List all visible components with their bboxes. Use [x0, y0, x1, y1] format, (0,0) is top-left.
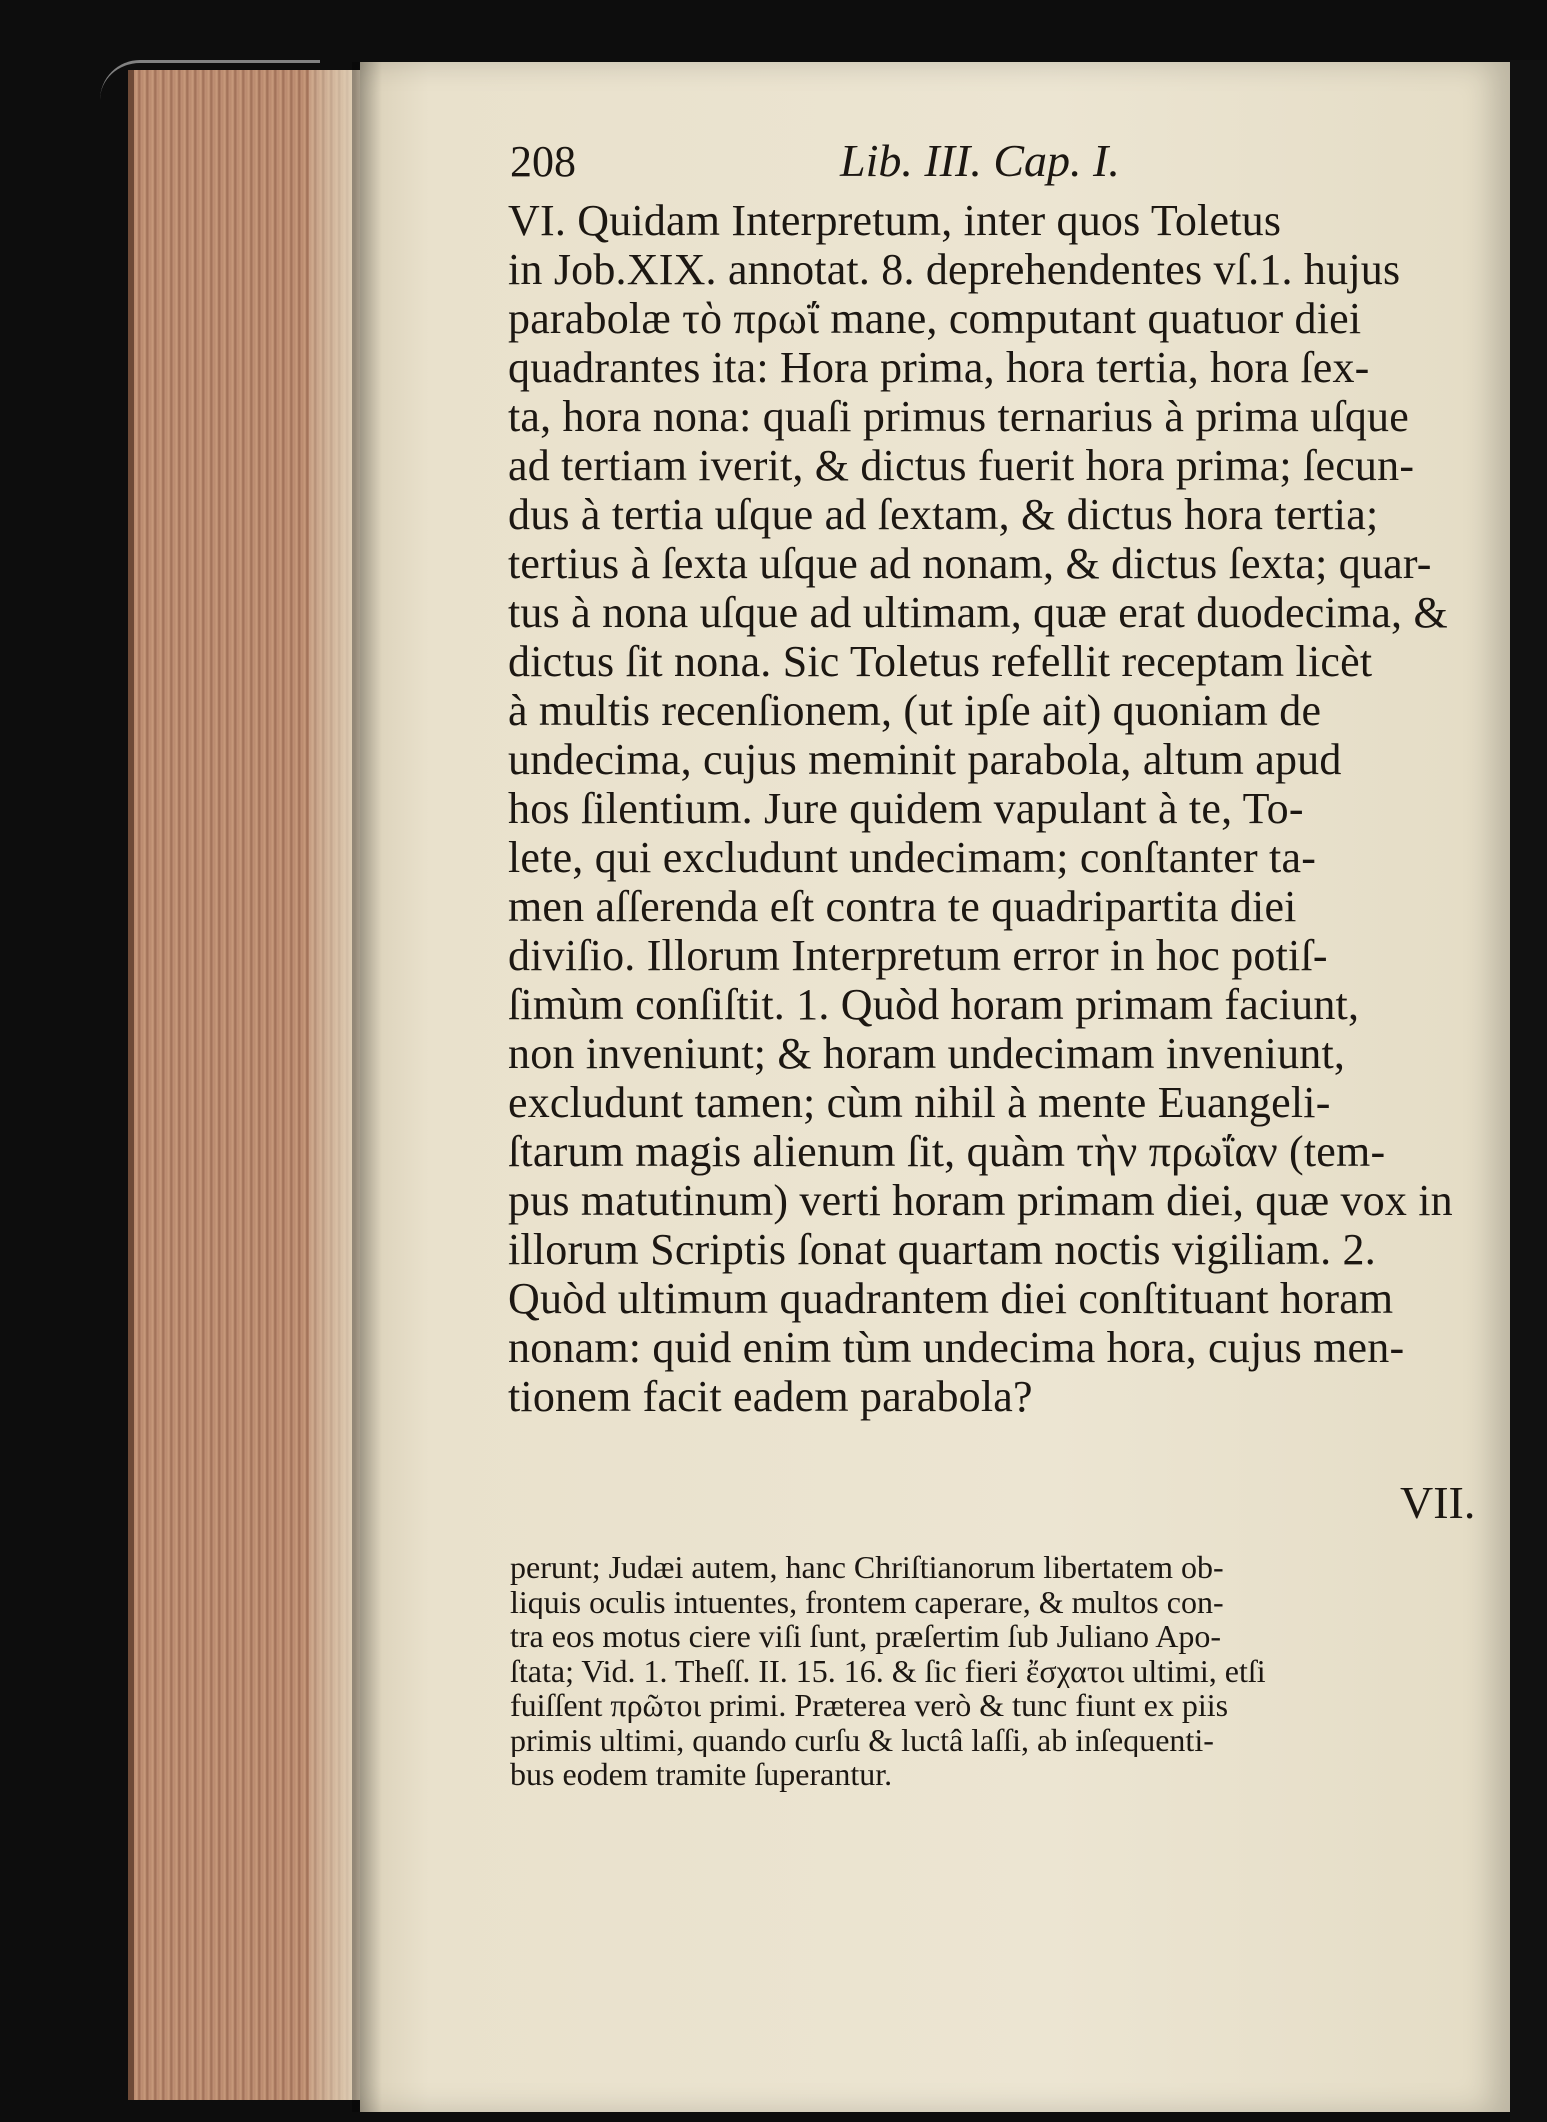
text-line: non inveniunt; & horam undecimam inveniunt, — [508, 1029, 1346, 1078]
catchword: VII. — [1400, 1477, 1476, 1528]
text-line: tus à nona uſque ad ultimam, quæ erat duodecima, & — [508, 588, 1448, 637]
text-line: ta, hora nona: quaſi primus ternarius à prima uſque — [508, 392, 1409, 441]
text-line: nonam: quid enim tùm undecima hora, cujus men- — [508, 1323, 1405, 1372]
text-line: tionem facit eadem parabola? — [508, 1372, 1033, 1421]
text-line: dictus ſit nona. Sic Toletus refellit receptam licèt — [508, 637, 1373, 686]
text-line: VI. Quidam Interpretum, inter quos Toletus — [508, 196, 1282, 245]
text-line: ad tertiam iverit, & dictus fuerit hora prima; ſecun- — [508, 441, 1415, 490]
background-strip — [1510, 60, 1547, 2122]
footnote-text — [510, 1550, 1510, 1792]
text-line: illorum Scriptis ſonat quartam noctis vigiliam. 2. — [508, 1225, 1376, 1274]
text-line: Quòd ultimum quadrantem diei conſtituant horam — [508, 1274, 1394, 1323]
footnote-line: liquis oculis intuentes, frontem caperare, & multos con- — [510, 1584, 1224, 1619]
page-edges — [128, 70, 369, 2100]
text-line: tertius à ſexta uſque ad nonam, & dictus ſexta; quar- — [508, 539, 1432, 588]
footnote-line: ſtata; Vid. 1. Theſſ. II. 15. 16. & ſic fieri ἔσχατοι ultimi, etſi — [510, 1653, 1266, 1688]
text-line: hos ſilentium. Jure quidem vapulant à te, To- — [508, 784, 1304, 833]
text-line: diviſio. Illorum Interpretum error in hoc potiſ- — [508, 931, 1328, 980]
text-line: à multis recenſionem, (ut ipſe ait) quoniam de — [508, 686, 1322, 735]
text-line: in Job.XIX. annotat. 8. deprehendentes vſ.1. hujus — [508, 245, 1401, 294]
page-header — [510, 130, 1520, 190]
text-line: ſimùm conſiſtit. 1. Quòd horam primam faciunt, — [508, 980, 1360, 1029]
text-line: men aſſerenda eſt contra te quadripartita diei — [508, 882, 1297, 931]
text-line: ſtarum magis alienum ſit, quàm τὴν πρωΐαν (tem- — [508, 1127, 1386, 1176]
text-line: quadrantes ita: Hora prima, hora tertia, hora ſex- — [508, 343, 1370, 392]
text-line: lete, qui excludunt undecimam; conſtanter ta- — [508, 833, 1317, 882]
footnote-line: perunt; Judæi autem, hanc Chriſtianorum libertatem ob- — [510, 1550, 1224, 1585]
footnote-line: primis ultimi, quando curſu & luctâ laſſi, ab inſequenti- — [510, 1722, 1214, 1757]
text-line: dus à tertia uſque ad ſextam, & dictus hora tertia; — [508, 490, 1379, 539]
footnote-line: bus eodem tramite ſuperantur. — [510, 1757, 893, 1792]
text-line: parabolæ τὸ πρωΐ mane, computant quatuor diei — [508, 294, 1362, 343]
main-text — [508, 196, 1508, 1421]
text-line: pus matutinum) verti horam primam diei, quæ vox in — [508, 1176, 1453, 1225]
running-title: Lib. III. Cap. I. — [840, 135, 1120, 186]
text-line: excludunt tamen; cùm nihil à mente Euangeli- — [508, 1078, 1331, 1127]
footnote-line: fuiſſent πρῶτοι primi. Præterea verò & tunc fiunt ex piis — [510, 1688, 1229, 1723]
page-number: 208 — [510, 137, 576, 186]
gutter-shadow — [352, 62, 382, 2112]
text-line: undecima, cujus meminit parabola, altum apud — [508, 735, 1342, 784]
footnote-line: tra eos motus ciere viſi ſunt, præſertim ſub Juliano Apo- — [510, 1619, 1221, 1654]
